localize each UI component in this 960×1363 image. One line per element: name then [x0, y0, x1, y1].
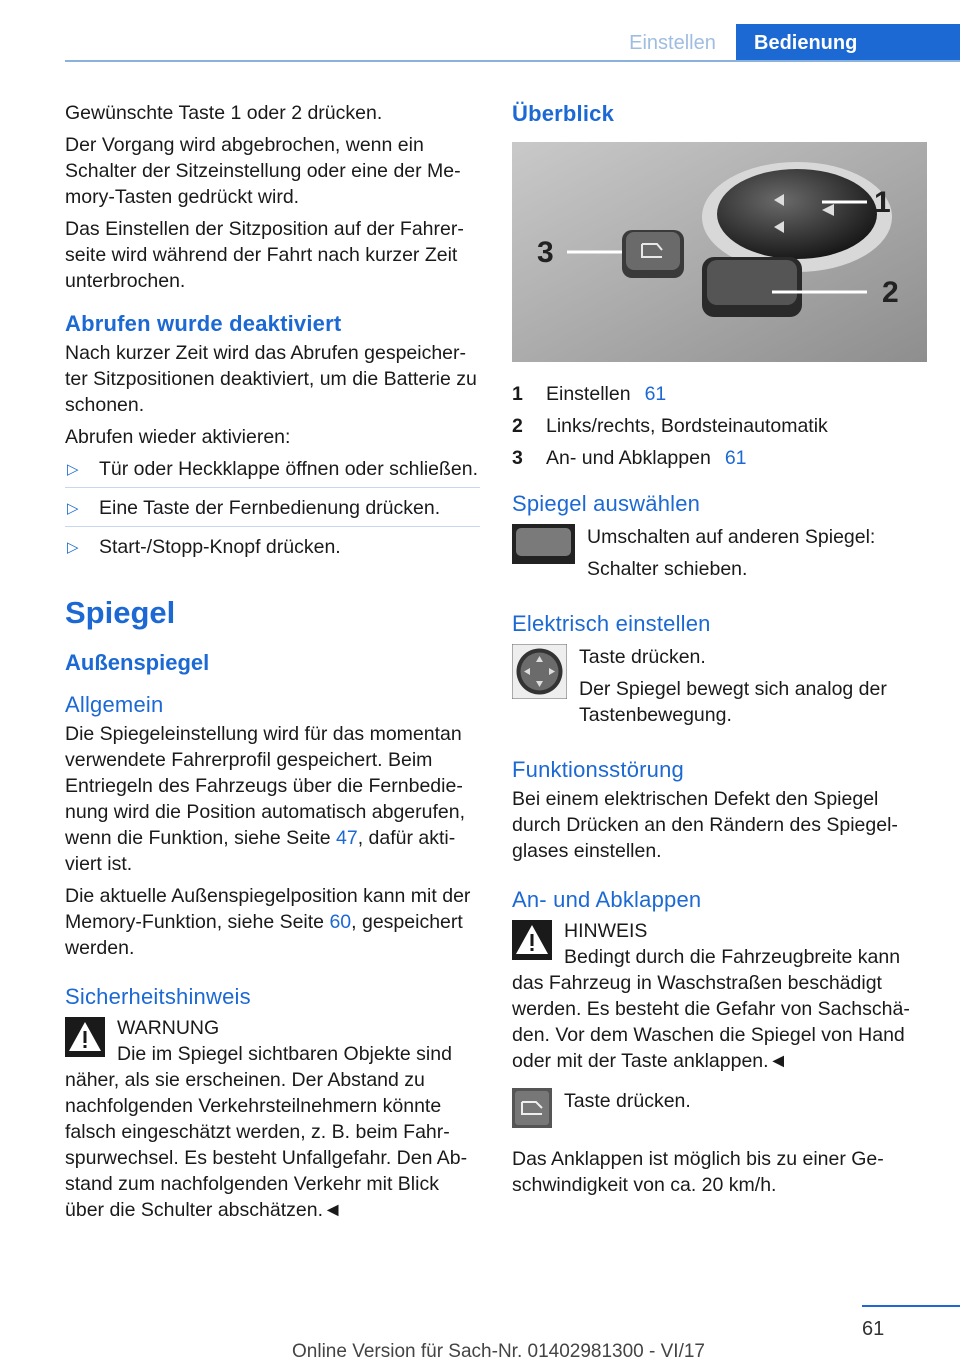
list-item: ▷ Eine Taste der Fernbedienung drücken. — [65, 495, 480, 527]
heading-spiegel-auswaehlen: Spiegel auswählen — [512, 491, 701, 516]
notice-text: Bedingt durch die Fahrzeugbreite kann das Fahrzeug in Waschstraßen beschädigt werden. Es besteht die Gefahr von Sachschäden. Vor dem Waschen die Spiegel von Hand oder mit der Taste anklappen.◄ — [512, 946, 910, 1072]
legend-row: 1 Einstellen 61 — [512, 383, 667, 405]
paragraph: Das Anklappen ist möglich bis zu einer Geschwindigkeit von ca. 20 km/h. — [512, 1148, 884, 1196]
paragraph: Der Vorgang wird abgebrochen, wenn ein Schalter der Sitzeinstellung oder eine der Memory-Tasten gedrückt wird. — [65, 134, 461, 208]
fold-button-icon — [512, 1088, 552, 1128]
heading-an-und-abklappen: An- und Abklappen — [512, 887, 702, 912]
paragraph: Gewünschte Taste 1 oder 2 drücken. — [65, 102, 383, 124]
paragraph: Der Spiegel bewegt sich analog der Tastenbewegung. — [579, 678, 887, 726]
page-ref-link[interactable]: 61 — [644, 383, 667, 405]
icon-row — [512, 644, 930, 734]
icon-row — [512, 1088, 930, 1128]
page-ref-link[interactable]: 47 — [336, 827, 358, 849]
heading-allgemein: Allgemein — [65, 692, 164, 717]
header-rule — [65, 60, 960, 62]
left-column — [65, 100, 480, 1223]
header-tab-einstellen[interactable]: Einstellen — [629, 31, 716, 54]
triangle-bullet-icon: ▷ — [67, 500, 79, 517]
footer-online-version: Online Version für Sach-Nr. 01402981300 - VI/17 — [292, 1341, 705, 1362]
heading-sicherheitshinweis: Sicherheitshinweis — [65, 984, 251, 1009]
triangle-bullet-icon: ▷ — [67, 461, 79, 478]
photo-label-3: 3 — [537, 236, 554, 269]
photo-label-2: 2 — [882, 276, 899, 309]
warning-icon — [65, 1017, 105, 1057]
notice-block — [512, 918, 930, 1074]
legend — [512, 378, 930, 474]
heading-abrufen-deaktiviert: Abrufen wurde deaktiviert — [65, 311, 342, 336]
warning-label: WARNUNG — [117, 1017, 220, 1039]
paragraph: Nach kurzer Zeit wird das Abrufen gespeicherter Sitzpositionen deaktiviert, um die Batterie zu schonen. — [65, 342, 477, 416]
paragraph: Die Spiegeleinstellung wird für das momentan verwendete Fahrerprofil gespeichert. Beim Entriegeln des Fahrzeugs über die Fernbedienung wird die Position automatisch abgerufen, wenn die Funktion, siehe Seite 47, dafür aktiviert ist. — [65, 723, 465, 875]
triangle-bullet-icon: ▷ — [67, 539, 79, 556]
right-column — [512, 100, 930, 1204]
heading-elektrisch-einstellen: Elektrisch einstellen — [512, 611, 711, 636]
switch-button-icon — [512, 524, 575, 564]
joystick-button-icon — [512, 644, 567, 699]
heading-ueberblick: Überblick — [512, 101, 615, 126]
warning-text: Die im Spiegel sichtbaren Objekte sind näher, als sie erscheinen. Der Abstand zu nachfolgenden Verkehrsteilnehmern könnte falsch eingeschätzt werden, z. B. beim Fahrspurwechsel. Es besteht Unfallgefahr. Den Abstand zum nachfolgenden Verkehr mit Blick über die Schulter abschätzen.◄ — [65, 1043, 468, 1221]
paragraph: Taste drücken. — [564, 1090, 691, 1112]
paragraph: Das Einstellen der Sitzposition auf der Fahrerseite wird während der Fahrt nach kurzer Zeit unterbrochen. — [65, 218, 464, 292]
list-item: ▷ Start-/Stopp-Knopf drücken. — [65, 534, 480, 565]
paragraph: Umschalten auf anderen Spiegel: — [587, 526, 876, 548]
warning-icon — [512, 920, 552, 960]
heading-spiegel: Spiegel — [65, 595, 176, 630]
page-ref-link[interactable]: 60 — [329, 911, 352, 933]
bullet-list — [65, 456, 480, 565]
paragraph: Abrufen wieder aktivieren: — [65, 426, 291, 448]
paragraph: Die aktuelle Außenspiegelposition kann mit der Memory-Funktion, siehe Seite 60, gespeichert werden. — [65, 885, 471, 959]
legend-row: 2 Links/rechts, Bordsteinautomatik — [512, 415, 828, 437]
heading-aussenspiegel: Außenspiegel — [65, 650, 210, 675]
page-ref-link[interactable]: 61 — [724, 447, 747, 469]
paragraph: Bei einem elektrischen Defekt den Spiegel durch Drücken an den Rändern des Spiegelglases einstellen. — [512, 788, 898, 862]
page-number: 61 — [862, 1318, 885, 1340]
footer-rule — [862, 1305, 960, 1307]
icon-row — [512, 524, 930, 588]
heading-funktionsstoerung: Funktionsstörung — [512, 757, 684, 782]
mirror-control-photo — [512, 142, 927, 362]
paragraph: Schalter schieben. — [587, 558, 748, 580]
list-item: ▷ Tür oder Heckklappe öffnen oder schließen. — [65, 456, 480, 488]
paragraph: Taste drücken. — [579, 646, 706, 668]
legend-row: 3 An- und Abklappen 61 — [512, 447, 747, 469]
photo-label-1: 1 — [874, 186, 891, 219]
warning-block — [65, 1015, 480, 1223]
notice-label: HINWEIS — [564, 920, 648, 942]
header-tab-bedienung[interactable]: Bedienung — [736, 24, 960, 62]
